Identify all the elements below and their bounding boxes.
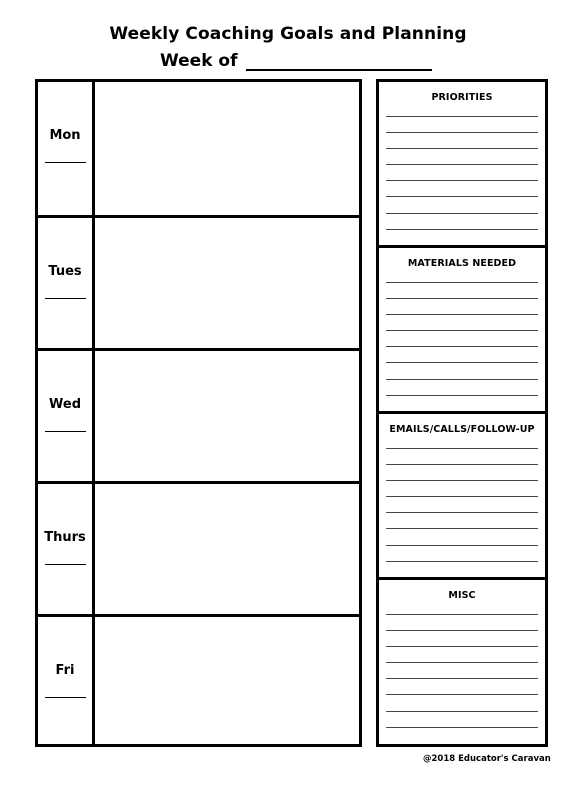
priorities-panel — [376, 79, 548, 248]
panel-title: PRIORITIES — [431, 92, 493, 103]
day-notes-area[interactable] — [95, 484, 359, 614]
day-notes-area[interactable] — [95, 351, 359, 481]
day-label-cell — [38, 218, 95, 348]
day-name: Tues — [48, 264, 82, 279]
panel-title: MATERIALS NEEDED — [407, 258, 517, 269]
week-of-row — [160, 51, 432, 71]
day-label-cell — [38, 617, 95, 744]
materials-needed-panel — [376, 245, 548, 414]
day-row-wed — [38, 348, 359, 481]
day-name: Wed — [49, 397, 81, 412]
day-date-blank[interactable] — [45, 162, 86, 163]
day-name: Fri — [55, 663, 75, 678]
week-of-blank[interactable] — [246, 52, 432, 71]
day-notes-area[interactable] — [95, 218, 359, 348]
week-of-label: Week of — [160, 51, 238, 71]
day-row-thurs — [38, 481, 359, 614]
day-name: Thurs — [44, 530, 86, 545]
day-date-blank[interactable] — [45, 431, 86, 432]
page-title: Weekly Coaching Goals and Planning — [109, 24, 467, 44]
panel-writing-lines[interactable] — [386, 282, 538, 411]
day-label-cell — [38, 351, 95, 481]
emails-calls-followup-panel — [376, 411, 548, 580]
day-notes-area[interactable] — [95, 617, 359, 744]
misc-panel — [376, 577, 548, 747]
day-row-mon — [38, 82, 359, 215]
panel-writing-lines[interactable] — [386, 614, 538, 743]
day-row-tues — [38, 215, 359, 348]
day-date-blank[interactable] — [45, 298, 86, 299]
day-notes-area[interactable] — [95, 82, 359, 215]
panel-writing-lines[interactable] — [386, 448, 538, 577]
day-date-blank[interactable] — [45, 564, 86, 565]
day-planner-table — [35, 79, 362, 747]
day-name: Mon — [49, 128, 81, 143]
day-label-cell — [38, 82, 95, 215]
day-row-fri — [38, 614, 359, 744]
panel-title: EMAILS/CALLS/FOLLOW-UP — [389, 424, 535, 435]
day-label-cell — [38, 484, 95, 614]
panel-title: MISC — [448, 590, 476, 601]
copyright-footer: @2018 Educator's Caravan — [423, 754, 551, 764]
day-date-blank[interactable] — [45, 697, 86, 698]
panel-writing-lines[interactable] — [386, 116, 538, 245]
